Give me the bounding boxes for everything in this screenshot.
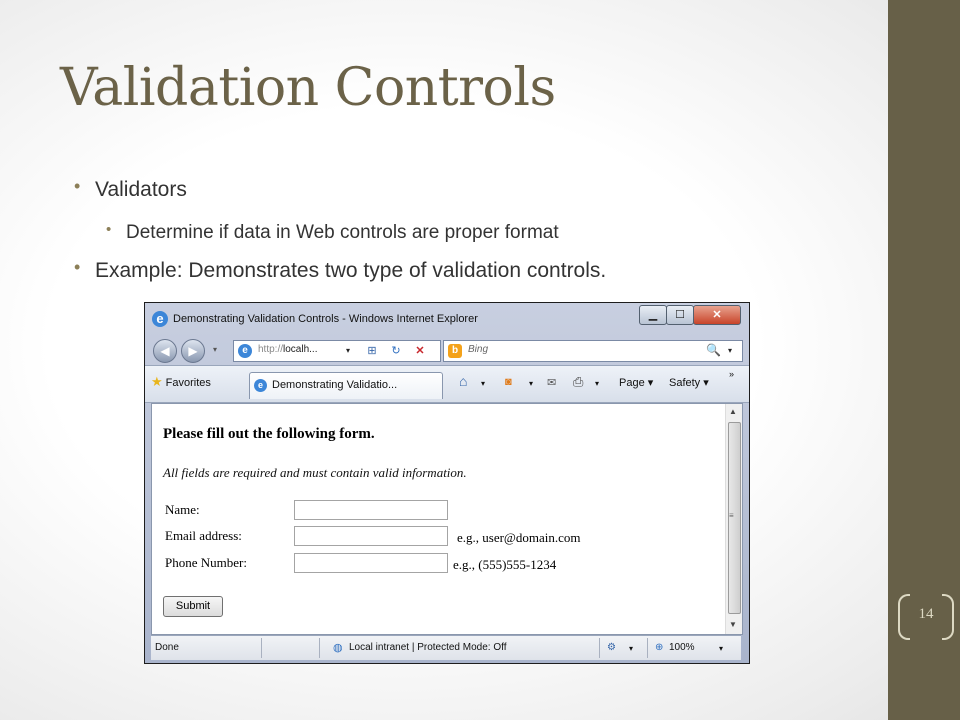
status-text: Done [155,642,179,653]
status-divider [261,638,262,658]
protected-mode-icon[interactable]: ⚙ [607,642,616,653]
slide-title: Validation Controls [60,58,556,118]
email-label: Email address: [165,528,242,543]
phone-field[interactable] [294,553,448,573]
status-divider [319,638,320,658]
home-dropdown-icon[interactable]: ▾ [481,379,486,388]
form-note: All fields are required and must contain valid information. [163,465,467,480]
more-commands-icon[interactable]: » [729,369,735,379]
stop-icon[interactable]: ✕ [415,345,425,357]
star-icon: ★ [151,374,163,389]
mail-icon[interactable]: ✉ [547,377,557,389]
browser-tab[interactable] [249,372,443,399]
search-options-dropdown[interactable]: ▾ [728,346,733,355]
browser-screenshot [144,302,750,664]
window-title: Demonstrating Validation Controls - Windows Internet Explorer [173,313,478,325]
security-zone[interactable]: Local intranet | Protected Mode: Off [349,642,507,653]
address-dropdown-icon[interactable]: ▾ [346,346,351,355]
scroll-down-icon[interactable]: ▼ [729,620,737,629]
bullet-example: Example: Demonstrates two type of validation controls. [95,259,607,282]
feeds-icon[interactable]: ◙ [505,376,512,388]
zoom-icon[interactable]: ⊕ [655,642,664,653]
phone-label: Phone Number: [165,555,247,570]
bullet-determine: Determine if data in Web controls are proper format [126,222,559,243]
back-button[interactable]: ◀ [153,339,177,363]
page-number: 14 [918,606,934,622]
navigation-bar [145,333,749,365]
minimize-button[interactable]: ▁ [639,305,667,325]
maximize-button[interactable]: ☐ [666,305,694,325]
zoom-dropdown[interactable]: ▾ [719,644,724,653]
home-icon[interactable]: ⌂ [459,373,468,389]
browser-window [145,303,749,663]
print-dropdown-icon[interactable]: ▾ [595,379,600,388]
status-bar [151,635,741,660]
bullet-validators: Validators [95,178,187,201]
page-menu[interactable]: Page ▾ [619,377,654,389]
search-icon[interactable]: 🔍 [706,343,721,357]
vertical-scrollbar[interactable] [725,404,742,634]
status-divider [647,638,648,658]
print-icon[interactable]: ⎙ [573,374,584,389]
phone-example: e.g., (555)555-1234 [453,557,557,572]
page-number-box [898,594,954,638]
email-field[interactable] [294,526,448,546]
address-text[interactable] [258,344,317,355]
address-value: localh... [283,344,318,355]
command-bar [145,365,749,403]
search-placeholder: Bing [468,344,489,355]
feeds-dropdown-icon[interactable]: ▾ [529,379,534,388]
close-button[interactable]: ✕ [693,305,741,325]
address-bar[interactable] [233,340,441,362]
favorites-label: Favorites [165,377,211,389]
scroll-grip-icon: ≡ [729,511,734,520]
address-prefix: http:// [258,344,284,355]
ie-logo-icon: e [152,311,168,327]
form-heading: Please fill out the following form. [163,426,375,442]
name-field[interactable] [294,500,448,520]
zoom-level[interactable]: 100% [669,642,695,653]
recent-pages-dropdown[interactable]: ▾ [213,345,218,354]
submit-button[interactable]: Submit [163,596,223,617]
bing-icon: b [448,344,462,358]
compatibility-view-icon[interactable]: ⊞ [367,345,377,357]
tab-page-icon: e [254,379,267,392]
window-titlebar [145,303,749,333]
protected-mode-dropdown[interactable]: ▾ [629,644,634,653]
safety-menu[interactable]: Safety ▾ [669,377,709,389]
tab-label: Demonstrating Validatio... [272,379,398,391]
scroll-up-icon[interactable]: ▲ [729,407,737,416]
name-label: Name: [165,502,200,517]
bullet-dot: • [74,257,81,277]
bullet-dot: • [106,221,112,238]
favorites-button[interactable] [151,374,211,390]
page-content [151,403,743,635]
forward-button[interactable]: ▶ [181,339,205,363]
status-divider [599,638,600,658]
page-icon: e [238,344,252,358]
bullet-dot: • [74,176,81,196]
globe-icon: ◍ [333,642,343,654]
refresh-icon[interactable]: ↻ [391,345,401,357]
search-box[interactable] [443,340,743,362]
email-example: e.g., user@domain.com [457,530,581,545]
